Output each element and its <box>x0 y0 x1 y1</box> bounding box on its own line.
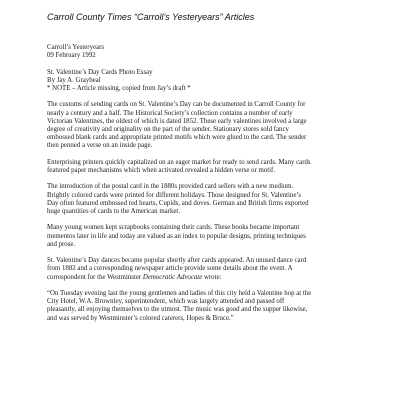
text-line: Enterprising printers quickly capitalized on an eager market for ready to send cards. Many cards <box>47 158 311 166</box>
newspaper-name: Democratic Advocate <box>142 273 203 281</box>
paragraph-1 <box>47 101 367 150</box>
text-line: “On Tuesday evening last the young gentlemen and ladies of this city held a Valentine hop at the <box>47 289 312 297</box>
text-line: nearly a century and a half. The Historical Society’s collection contains a number of early <box>47 109 293 117</box>
text-line: Victorian Valentines, the oldest of which is dated 1852. These early valentines involved a large <box>47 117 307 125</box>
text-line: City Hotel, W.A. Brownley, superintendent, which was largely attended and passed off <box>47 298 285 306</box>
text-line: Many young women kept scrapbooks containing their cards. These books became important <box>47 224 300 232</box>
text-segment: correspondent for the Westminster <box>47 273 143 281</box>
text-line: Brightly colored cards were printed for different holidays. Those designed for St. Valentine’s <box>47 191 301 199</box>
text-line: huge quantities of cards to the American market. <box>47 208 181 215</box>
article-body <box>47 44 367 331</box>
article-author: By Jay A. Graybeal <box>47 76 101 84</box>
text-segment: wrote: <box>202 273 222 281</box>
text-line: featured paper mechanisms which when activated revealed a hidden verse or motif. <box>47 167 276 174</box>
text-line: St. Valentine’s Day dances became popular shortly after cards appeared. An unused dance card <box>47 257 307 265</box>
column-name: Carroll’s Yesteryears <box>47 44 105 51</box>
text-line: degree of creativity and originality on the part of the sender. Stationary stores sold fancy <box>47 126 289 133</box>
text-line: from 1882 and a corresponding newspaper article provide some details about the event. A <box>47 265 293 273</box>
paragraph-2 <box>47 159 367 175</box>
paragraph-6-quote <box>47 290 367 323</box>
article-meta <box>47 44 367 60</box>
text-line: Day often featured embossed red hearts, Cupids, and doves. German and British firms exported <box>47 199 309 207</box>
text-line: The customs of sending cards on St. Valentine’s Day can be documented in Carroll County for <box>47 101 306 109</box>
text-line: and prose. <box>47 240 76 248</box>
article-date: 09 February 1992 <box>47 52 96 60</box>
page-header: Carroll County Times “Carroll’s Yesteryears” Articles <box>47 12 255 22</box>
article-title: St. Valentine’s Day Cards Photo Essay <box>47 68 153 76</box>
paragraph-4 <box>47 224 367 249</box>
paragraph-3 <box>47 183 367 216</box>
paragraph-5 <box>47 257 367 282</box>
article-note: * NOTE – Article missing, copied from Jay’s draft * <box>47 85 191 92</box>
text-line: and was served by Westminster’s colored caterers, Hopes & Bruce.” <box>47 314 234 322</box>
article-byline <box>47 69 367 94</box>
text-line: pleasantly, all enjoying themselves to the utmost. The music was good and the supper likewise, <box>47 306 308 314</box>
text-line: then penned a verse on an inside page. <box>47 142 153 150</box>
text-line: mementos later in life and today are valued as an index to popular designs, printing techniques <box>47 232 306 240</box>
text-line: embossed blank cards and appropriate printed motifs which were glued to the card. The sender <box>47 134 307 142</box>
text-line: The introduction of the postal card in the 1880s provided card sellers with a new medium. <box>47 183 294 191</box>
text-line <box>47 274 367 282</box>
